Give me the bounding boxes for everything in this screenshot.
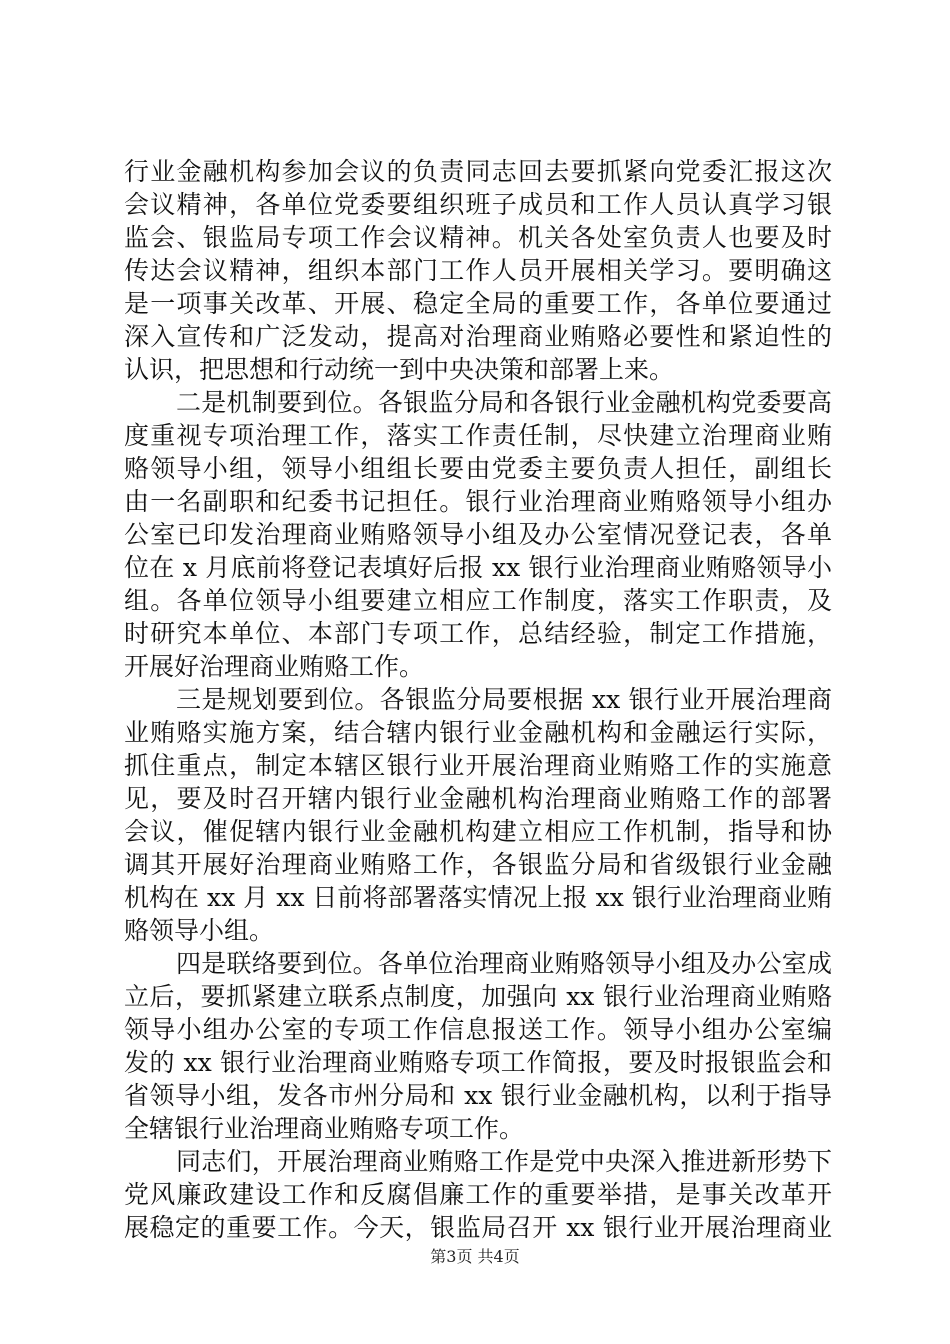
text-line: 度重视专项治理工作，落实工作责任制，尽快建立治理商业贿 — [124, 421, 832, 450]
paragraph-start-line: 三是规划要到位。各银监分局要根据 xx 银行业开展治理商 — [176, 685, 832, 714]
text-line: 会议，催促辖内银行业金融机构建立相应工作机制，指导和协 — [124, 817, 832, 846]
text-line: 位在 x 月底前将登记表填好后报 xx 银行业治理商业贿赂领导小 — [124, 553, 832, 582]
text-line: 是一项事关改革、开展、稳定全局的重要工作，各单位要通过 — [124, 289, 832, 318]
text-line: 抓住重点，制定本辖区银行业开展治理商业贿赂工作的实施意 — [124, 751, 832, 780]
paragraph-start-line: 四是联络要到位。各单位治理商业贿赂领导小组及办公室成 — [176, 949, 832, 978]
text-line: 由一名副职和纪委书记担任。银行业治理商业贿赂领导小组办 — [124, 487, 832, 516]
text-line: 省领导小组，发各市州分局和 xx 银行业金融机构，以利于指导 — [124, 1081, 832, 1110]
text-line: 展稳定的重要工作。今天，银监局召开 xx 银行业开展治理商业 — [124, 1213, 832, 1242]
document-body — [124, 155, 832, 1244]
text-line: 行业金融机构参加会议的负责同志回去要抓紧向党委汇报这次 — [124, 157, 832, 186]
text-line: 见，要及时召开辖内银行业金融机构治理商业贿赂工作的部署 — [124, 784, 832, 813]
text-line: 机构在 xx 月 xx 日前将部署落实情况上报 xx 银行业治理商业贿 — [124, 883, 832, 912]
text-line: 公室已印发治理商业贿赂领导小组及办公室情况登记表，各单 — [124, 520, 832, 549]
text-line: 组。各单位领导小组要建立相应工作制度，落实工作职责，及 — [124, 586, 832, 615]
text-line: 发的 xx 银行业治理商业贿赂专项工作简报，要及时报银监会和 — [124, 1048, 832, 1077]
paragraph-start-line: 二是机制要到位。各银监分局和各银行业金融机构党委要高 — [176, 388, 832, 417]
text-line: 全辖银行业治理商业贿赂专项工作。 — [124, 1114, 525, 1143]
text-line: 赂领导小组，领导小组组长要由党委主要负责人担任，副组长 — [124, 454, 832, 483]
text-line: 立后，要抓紧建立联系点制度，加强向 xx 银行业治理商业贿赂 — [124, 982, 832, 1011]
text-line: 时研究本单位、本部门专项工作，总结经验，制定工作措施， — [124, 619, 832, 648]
text-line: 领导小组办公室的专项工作信息报送工作。领导小组办公室编 — [124, 1015, 832, 1044]
text-line: 传达会议精神，组织本部门工作人员开展相关学习。要明确这 — [124, 256, 832, 285]
paragraph-start-line: 同志们，开展治理商业贿赂工作是党中央深入推进新形势下 — [176, 1147, 832, 1176]
text-line: 业贿赂实施方案，结合辖内银行业金融机构和金融运行实际， — [124, 718, 832, 747]
text-line: 党风廉政建设工作和反腐倡廉工作的重要举措，是事关改革开 — [124, 1180, 832, 1209]
text-line: 开展好治理商业贿赂工作。 — [124, 652, 425, 681]
text-line: 认识，把思想和行动统一到中央决策和部署上来。 — [124, 355, 675, 384]
page-footer: 第3页 共4页 — [430, 1247, 520, 1266]
text-line: 深入宣传和广泛发动，提高对治理商业贿赂必要性和紧迫性的 — [124, 322, 832, 351]
text-line: 会议精神，各单位党委要组织班子成员和工作人员认真学习银 — [124, 190, 832, 219]
text-line: 监会、银监局专项工作会议精神。机关各处室负责人也要及时 — [124, 223, 832, 252]
text-line: 赂领导小组。 — [124, 916, 275, 945]
text-line: 调其开展好治理商业贿赂工作，各银监分局和省级银行业金融 — [124, 850, 832, 879]
